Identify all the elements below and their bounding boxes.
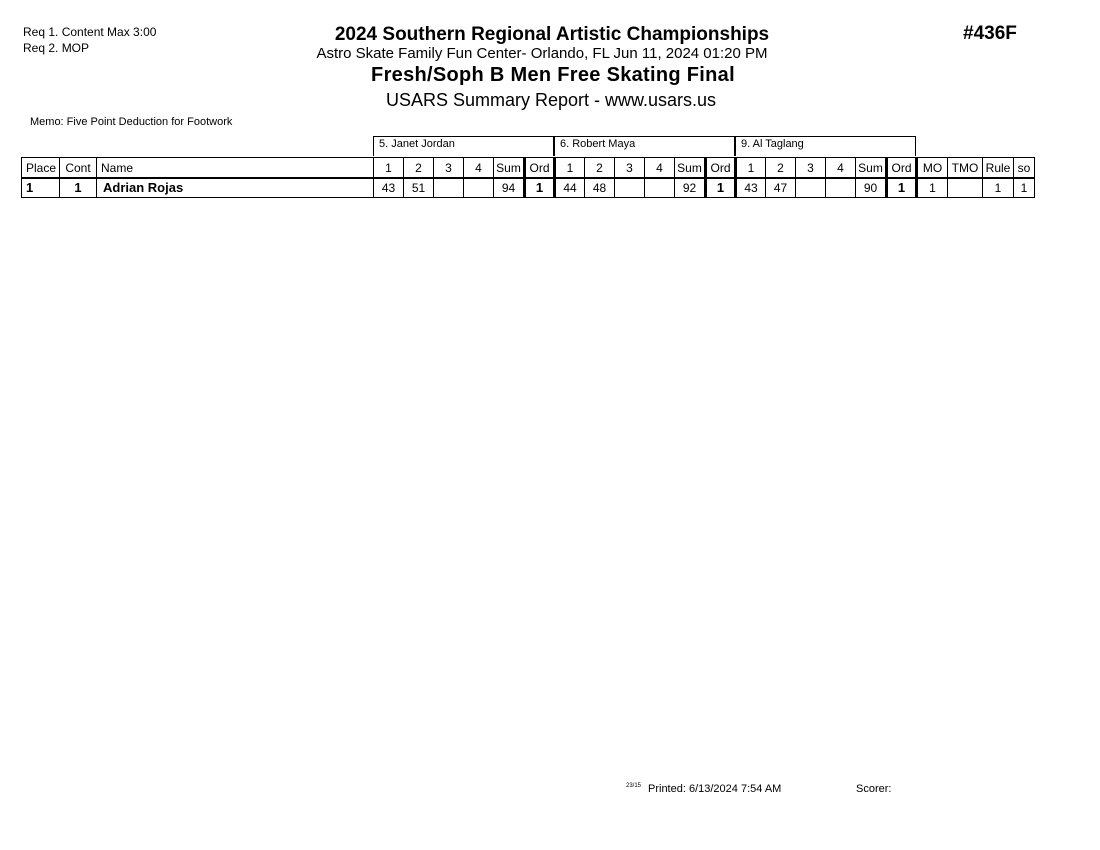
memo: Memo: Five Point Deduction for Footwork bbox=[30, 116, 233, 128]
cell-name: Adrian Rojas bbox=[97, 178, 374, 198]
col-j1-ord: Ord bbox=[525, 158, 555, 179]
cell-j3-4 bbox=[826, 178, 856, 198]
cell-j1-sum: 94 bbox=[494, 178, 525, 198]
cell-j2-3 bbox=[615, 178, 645, 198]
cell-j2-ord: 1 bbox=[706, 178, 736, 198]
col-j2-sum: Sum bbox=[675, 158, 706, 179]
cell-j2-1: 44 bbox=[555, 178, 585, 198]
cell-j1-ord: 1 bbox=[525, 178, 555, 198]
event-number: #436F bbox=[963, 23, 1017, 44]
cell-j3-3 bbox=[796, 178, 826, 198]
cell-j3-sum: 90 bbox=[856, 178, 887, 198]
cell-j1-2: 51 bbox=[404, 178, 434, 198]
competition-title: 2024 Southern Regional Artistic Championships bbox=[334, 24, 770, 45]
cell-j1-3 bbox=[434, 178, 464, 198]
judge-header-3 bbox=[735, 136, 916, 156]
col-j1-1: 1 bbox=[374, 158, 404, 179]
cell-j2-sum: 92 bbox=[675, 178, 706, 198]
cell-place: 1 bbox=[22, 178, 60, 198]
col-name: Name bbox=[97, 158, 374, 179]
col-j2-ord: Ord bbox=[706, 158, 736, 179]
col-j3-ord: Ord bbox=[887, 158, 917, 179]
col-rule: Rule bbox=[983, 158, 1014, 179]
col-j1-3: 3 bbox=[434, 158, 464, 179]
cell-tmo bbox=[948, 178, 983, 198]
judge-name: 5. Janet Jordan bbox=[379, 138, 455, 150]
event-name: Fresh/Soph B Men Free Skating Final bbox=[371, 64, 735, 86]
cell-j1-4 bbox=[464, 178, 494, 198]
table-row bbox=[22, 178, 1035, 198]
col-so: so bbox=[1014, 158, 1035, 179]
col-j2-1: 1 bbox=[555, 158, 585, 179]
col-j2-2: 2 bbox=[585, 158, 615, 179]
cell-j2-4 bbox=[645, 178, 675, 198]
col-j2-3: 3 bbox=[615, 158, 645, 179]
cell-so: 1 bbox=[1014, 178, 1035, 198]
col-j2-4: 4 bbox=[645, 158, 675, 179]
cell-j3-2: 47 bbox=[766, 178, 796, 198]
judge-name: 9. Al Taglang bbox=[741, 138, 804, 150]
printed-timestamp: Printed: 6/13/2024 7:54 AM bbox=[648, 783, 782, 795]
col-j3-sum: Sum bbox=[856, 158, 887, 179]
col-j3-1: 1 bbox=[736, 158, 766, 179]
col-tmo: TMO bbox=[948, 158, 983, 179]
judge-name: 6. Robert Maya bbox=[560, 138, 636, 150]
cell-j3-1: 43 bbox=[736, 178, 766, 198]
cell-j3-ord: 1 bbox=[887, 178, 917, 198]
col-j3-4: 4 bbox=[826, 158, 856, 179]
col-mo: MO bbox=[917, 158, 948, 179]
col-place: Place bbox=[22, 158, 60, 179]
results-table bbox=[21, 157, 1035, 198]
header-row bbox=[22, 158, 1035, 179]
cell-j2-2: 48 bbox=[585, 178, 615, 198]
col-j1-2: 2 bbox=[404, 158, 434, 179]
venue-date: Astro Skate Family Fun Center- Orlando, FL Jun 11, 2024 01:20 PM bbox=[316, 45, 768, 62]
judge-header-2 bbox=[554, 136, 735, 156]
scorer-label: Scorer: bbox=[856, 783, 892, 795]
col-j3-2: 2 bbox=[766, 158, 796, 179]
cell-j1-1: 43 bbox=[374, 178, 404, 198]
footer-code: 23/15 bbox=[626, 783, 642, 789]
col-j1-4: 4 bbox=[464, 158, 494, 179]
cell-cont: 1 bbox=[60, 178, 97, 198]
requirement-2: Req 2. MOP bbox=[23, 41, 90, 55]
col-j3-3: 3 bbox=[796, 158, 826, 179]
cell-mo: 1 bbox=[917, 178, 948, 198]
requirement-1: Req 1. Content Max 3:00 bbox=[23, 25, 157, 39]
report-title: USARS Summary Report - www.usars.us bbox=[385, 90, 717, 110]
cell-rule: 1 bbox=[983, 178, 1014, 198]
col-j1-sum: Sum bbox=[494, 158, 525, 179]
judge-header-1 bbox=[373, 136, 554, 156]
col-cont: Cont bbox=[60, 158, 97, 179]
